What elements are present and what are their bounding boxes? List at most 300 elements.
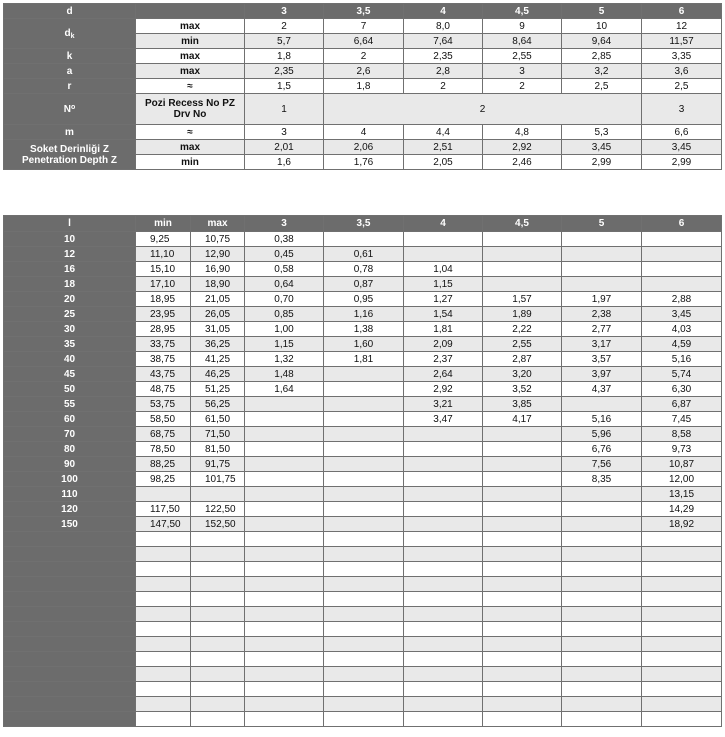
k-cell: 2,55 bbox=[483, 49, 562, 64]
weight-cell: 1,97 bbox=[562, 292, 642, 307]
length-max-cell bbox=[191, 652, 245, 667]
weight-cell bbox=[324, 232, 404, 247]
weight-cell bbox=[245, 397, 324, 412]
length-label: 70 bbox=[4, 427, 136, 442]
length-max-cell: 26,05 bbox=[191, 307, 245, 322]
table-row bbox=[4, 472, 722, 487]
length-min-cell: 18,95 bbox=[136, 292, 191, 307]
weight-cell bbox=[483, 262, 562, 277]
weight-cell bbox=[245, 607, 324, 622]
weight-cell bbox=[562, 487, 642, 502]
length-label bbox=[4, 607, 136, 622]
weight-cell bbox=[642, 262, 722, 277]
weight-cell: 0,64 bbox=[245, 277, 324, 292]
weight-cell bbox=[642, 622, 722, 637]
weight-cell bbox=[483, 517, 562, 532]
length-label bbox=[4, 532, 136, 547]
table-row bbox=[4, 292, 722, 307]
size-header: 4 bbox=[404, 4, 483, 19]
socket-max-cell: 2,06 bbox=[324, 140, 404, 155]
length-min-cell: 17,10 bbox=[136, 277, 191, 292]
weight-cell bbox=[562, 622, 642, 637]
dk-max-cell: 12 bbox=[642, 19, 722, 34]
size-header: 3 bbox=[245, 4, 324, 19]
table-row bbox=[4, 442, 722, 457]
length-min-cell bbox=[136, 577, 191, 592]
weight-cell bbox=[245, 592, 324, 607]
weight-cell: 1,81 bbox=[404, 322, 483, 337]
socket-max-cell: 3,45 bbox=[562, 140, 642, 155]
weight-cell bbox=[404, 637, 483, 652]
weight-cell: 3,52 bbox=[483, 382, 562, 397]
length-label: 25 bbox=[4, 307, 136, 322]
weight-cell bbox=[483, 577, 562, 592]
length-min-cell bbox=[136, 667, 191, 682]
weight-cell bbox=[483, 472, 562, 487]
weight-cell bbox=[642, 697, 722, 712]
weight-cell: 6,30 bbox=[642, 382, 722, 397]
length-label: 35 bbox=[4, 337, 136, 352]
weight-cell bbox=[562, 562, 642, 577]
weight-cell bbox=[642, 682, 722, 697]
length-max-cell: 81,50 bbox=[191, 442, 245, 457]
recess-no-sub: Pozi Recess No PZ Drv No bbox=[136, 94, 245, 125]
table-row bbox=[4, 337, 722, 352]
weight-cell: 5,74 bbox=[642, 367, 722, 382]
dk-max-cell: 8,0 bbox=[404, 19, 483, 34]
length-label: 40 bbox=[4, 352, 136, 367]
r-approx-label: ≈ bbox=[136, 79, 245, 94]
size-header: 4 bbox=[404, 216, 483, 232]
length-label bbox=[4, 577, 136, 592]
weight-cell: 3,47 bbox=[404, 412, 483, 427]
length-min-cell bbox=[136, 562, 191, 577]
weight-cell: 1,15 bbox=[245, 337, 324, 352]
weight-cell bbox=[324, 442, 404, 457]
weight-cell bbox=[562, 712, 642, 727]
length-label: 12 bbox=[4, 247, 136, 262]
weight-cell: 0,38 bbox=[245, 232, 324, 247]
weight-cell bbox=[404, 472, 483, 487]
dk-max-cell: 10 bbox=[562, 19, 642, 34]
weight-cell: 5,16 bbox=[562, 412, 642, 427]
weight-cell bbox=[324, 547, 404, 562]
weight-cell bbox=[324, 607, 404, 622]
weight-cell: 7,45 bbox=[642, 412, 722, 427]
weight-cell bbox=[562, 637, 642, 652]
weight-cell: 2,64 bbox=[404, 367, 483, 382]
weight-cell bbox=[483, 427, 562, 442]
dk-min-cell: 7,64 bbox=[404, 34, 483, 49]
size-header: 3,5 bbox=[324, 4, 404, 19]
length-max-cell: 18,90 bbox=[191, 277, 245, 292]
recess-no-cell-merged: 2 bbox=[324, 94, 642, 125]
weight-cell bbox=[324, 382, 404, 397]
weight-cell bbox=[483, 652, 562, 667]
weight-cell bbox=[245, 487, 324, 502]
socket-max-cell: 2,01 bbox=[245, 140, 324, 155]
weight-cell bbox=[404, 247, 483, 262]
length-label bbox=[4, 637, 136, 652]
length-max-cell: 101,75 bbox=[191, 472, 245, 487]
weight-cell bbox=[324, 457, 404, 472]
length-label: 110 bbox=[4, 487, 136, 502]
weight-cell bbox=[404, 547, 483, 562]
socket-max-label: max bbox=[136, 140, 245, 155]
weight-cell: 0,78 bbox=[324, 262, 404, 277]
m-cell: 4 bbox=[324, 125, 404, 140]
weight-cell bbox=[483, 637, 562, 652]
length-min-cell bbox=[136, 652, 191, 667]
a-cell: 3 bbox=[483, 64, 562, 79]
weight-cell: 1,54 bbox=[404, 307, 483, 322]
k-cell: 2,85 bbox=[562, 49, 642, 64]
weight-cell bbox=[245, 712, 324, 727]
weight-cell bbox=[245, 622, 324, 637]
weight-cell bbox=[404, 667, 483, 682]
weight-cell bbox=[483, 607, 562, 622]
length-min-cell: 98,25 bbox=[136, 472, 191, 487]
d-header-sub bbox=[136, 4, 245, 19]
length-label: 18 bbox=[4, 277, 136, 292]
length-label: 20 bbox=[4, 292, 136, 307]
dk-max-cell: 7 bbox=[324, 19, 404, 34]
length-min-cell bbox=[136, 697, 191, 712]
length-min-cell bbox=[136, 712, 191, 727]
weight-cell: 10,87 bbox=[642, 457, 722, 472]
weight-cell bbox=[642, 577, 722, 592]
length-max-cell bbox=[191, 622, 245, 637]
weight-cell bbox=[483, 622, 562, 637]
a-cell: 2,8 bbox=[404, 64, 483, 79]
length-label: 16 bbox=[4, 262, 136, 277]
r-cell: 2,5 bbox=[562, 79, 642, 94]
weight-cell bbox=[245, 682, 324, 697]
recess-no-cell: 3 bbox=[642, 94, 722, 125]
table-row bbox=[4, 397, 722, 412]
table-row bbox=[4, 712, 722, 727]
weight-cell bbox=[483, 277, 562, 292]
weight-cell bbox=[245, 652, 324, 667]
socket-min-cell: 1,6 bbox=[245, 155, 324, 170]
length-weight-table bbox=[3, 215, 722, 727]
length-min-cell: 15,10 bbox=[136, 262, 191, 277]
table-row bbox=[4, 247, 722, 262]
length-max-cell bbox=[191, 562, 245, 577]
weight-cell: 0,45 bbox=[245, 247, 324, 262]
weight-cell: 4,03 bbox=[642, 322, 722, 337]
length-min-cell: 48,75 bbox=[136, 382, 191, 397]
weight-cell: 3,17 bbox=[562, 337, 642, 352]
l-header: l bbox=[4, 216, 136, 232]
size-header: 5 bbox=[562, 216, 642, 232]
table-row bbox=[4, 262, 722, 277]
weight-cell bbox=[324, 562, 404, 577]
weight-cell bbox=[642, 592, 722, 607]
weight-cell bbox=[245, 547, 324, 562]
weight-cell: 6,76 bbox=[562, 442, 642, 457]
length-max-cell: 36,25 bbox=[191, 337, 245, 352]
weight-cell: 2,92 bbox=[404, 382, 483, 397]
weight-cell bbox=[642, 667, 722, 682]
k-cell: 1,8 bbox=[245, 49, 324, 64]
weight-cell bbox=[324, 532, 404, 547]
weight-cell bbox=[483, 667, 562, 682]
table-row bbox=[4, 352, 722, 367]
length-min-cell bbox=[136, 682, 191, 697]
dk-min-cell: 9,64 bbox=[562, 34, 642, 49]
table-row bbox=[4, 577, 722, 592]
length-max-cell: 16,90 bbox=[191, 262, 245, 277]
length-min-cell: 9,25 bbox=[136, 232, 191, 247]
dk-min-cell: 5,7 bbox=[245, 34, 324, 49]
weight-cell bbox=[642, 562, 722, 577]
weight-cell bbox=[642, 712, 722, 727]
length-max-cell bbox=[191, 637, 245, 652]
weight-cell: 3,57 bbox=[562, 352, 642, 367]
length-min-cell bbox=[136, 592, 191, 607]
weight-cell bbox=[483, 682, 562, 697]
weight-cell: 2,88 bbox=[642, 292, 722, 307]
weight-cell bbox=[324, 637, 404, 652]
size-header: 6 bbox=[642, 216, 722, 232]
min-header: min bbox=[136, 216, 191, 232]
weight-cell: 1,81 bbox=[324, 352, 404, 367]
weight-cell: 0,58 bbox=[245, 262, 324, 277]
length-label bbox=[4, 697, 136, 712]
weight-cell bbox=[324, 592, 404, 607]
length-max-cell bbox=[191, 712, 245, 727]
r-cell: 1,5 bbox=[245, 79, 324, 94]
length-max-cell: 31,05 bbox=[191, 322, 245, 337]
weight-cell: 2,09 bbox=[404, 337, 483, 352]
weight-cell bbox=[562, 697, 642, 712]
length-label bbox=[4, 712, 136, 727]
length-min-cell: 53,75 bbox=[136, 397, 191, 412]
weight-cell: 2,22 bbox=[483, 322, 562, 337]
weight-cell: 3,20 bbox=[483, 367, 562, 382]
a-max-label: max bbox=[136, 64, 245, 79]
size-header: 3,5 bbox=[324, 216, 404, 232]
length-max-cell: 56,25 bbox=[191, 397, 245, 412]
weight-cell bbox=[642, 637, 722, 652]
weight-cell: 1,15 bbox=[404, 277, 483, 292]
weight-cell bbox=[642, 532, 722, 547]
length-label: 100 bbox=[4, 472, 136, 487]
weight-cell bbox=[324, 502, 404, 517]
table-row bbox=[4, 547, 722, 562]
table-row bbox=[4, 457, 722, 472]
weight-cell bbox=[562, 577, 642, 592]
weight-cell: 18,92 bbox=[642, 517, 722, 532]
table-row bbox=[4, 412, 722, 427]
length-min-cell bbox=[136, 532, 191, 547]
weight-cell bbox=[562, 262, 642, 277]
socket-min-cell: 2,46 bbox=[483, 155, 562, 170]
length-max-cell: 46,25 bbox=[191, 367, 245, 382]
table-row bbox=[4, 667, 722, 682]
dk-min-cell: 8,64 bbox=[483, 34, 562, 49]
weight-cell bbox=[245, 637, 324, 652]
weight-cell bbox=[562, 277, 642, 292]
weight-cell: 1,38 bbox=[324, 322, 404, 337]
weight-cell bbox=[404, 607, 483, 622]
length-label bbox=[4, 682, 136, 697]
length-weight-rows bbox=[4, 232, 722, 727]
table-row bbox=[4, 232, 722, 247]
length-label: 50 bbox=[4, 382, 136, 397]
weight-cell bbox=[562, 532, 642, 547]
weight-cell bbox=[483, 247, 562, 262]
weight-cell bbox=[404, 457, 483, 472]
size-header: 4,5 bbox=[483, 4, 562, 19]
length-max-cell bbox=[191, 532, 245, 547]
weight-cell bbox=[404, 442, 483, 457]
length-min-cell bbox=[136, 547, 191, 562]
weight-cell bbox=[245, 457, 324, 472]
length-max-cell: 152,50 bbox=[191, 517, 245, 532]
k-label: k bbox=[4, 49, 136, 64]
length-label: 55 bbox=[4, 397, 136, 412]
table-row bbox=[4, 652, 722, 667]
weight-cell: 0,95 bbox=[324, 292, 404, 307]
weight-cell bbox=[324, 577, 404, 592]
a-cell: 3,6 bbox=[642, 64, 722, 79]
table-row bbox=[4, 637, 722, 652]
r-cell: 2 bbox=[483, 79, 562, 94]
m-cell: 4,4 bbox=[404, 125, 483, 140]
r-cell: 1,8 bbox=[324, 79, 404, 94]
m-cell: 4,8 bbox=[483, 125, 562, 140]
length-max-cell: 10,75 bbox=[191, 232, 245, 247]
weight-cell bbox=[245, 697, 324, 712]
weight-cell bbox=[245, 502, 324, 517]
r-label: r bbox=[4, 79, 136, 94]
length-min-cell: 28,95 bbox=[136, 322, 191, 337]
d-header: d bbox=[4, 4, 136, 19]
weight-cell bbox=[324, 397, 404, 412]
dk-min-cell: 6,64 bbox=[324, 34, 404, 49]
length-label bbox=[4, 547, 136, 562]
length-max-cell: 21,05 bbox=[191, 292, 245, 307]
length-min-cell: 88,25 bbox=[136, 457, 191, 472]
m-label: m bbox=[4, 125, 136, 140]
size-header: 3 bbox=[245, 216, 324, 232]
weight-cell bbox=[324, 697, 404, 712]
length-min-cell: 43,75 bbox=[136, 367, 191, 382]
weight-cell bbox=[562, 652, 642, 667]
weight-cell bbox=[324, 427, 404, 442]
weight-cell bbox=[562, 682, 642, 697]
socket-min-label: min bbox=[136, 155, 245, 170]
table-row bbox=[4, 517, 722, 532]
weight-cell: 0,70 bbox=[245, 292, 324, 307]
weight-cell bbox=[404, 532, 483, 547]
weight-cell bbox=[324, 517, 404, 532]
weight-cell: 2,55 bbox=[483, 337, 562, 352]
length-max-cell bbox=[191, 547, 245, 562]
weight-cell bbox=[404, 562, 483, 577]
weight-cell bbox=[562, 397, 642, 412]
weight-cell bbox=[324, 472, 404, 487]
length-max-cell bbox=[191, 577, 245, 592]
length-min-cell: 58,50 bbox=[136, 412, 191, 427]
weight-cell bbox=[483, 232, 562, 247]
table-row bbox=[4, 277, 722, 292]
weight-cell: 2,87 bbox=[483, 352, 562, 367]
weight-cell: 1,60 bbox=[324, 337, 404, 352]
weight-cell: 3,21 bbox=[404, 397, 483, 412]
weight-cell bbox=[324, 367, 404, 382]
weight-cell bbox=[404, 697, 483, 712]
weight-cell bbox=[642, 277, 722, 292]
table-row bbox=[4, 427, 722, 442]
m-cell: 5,3 bbox=[562, 125, 642, 140]
weight-cell: 6,87 bbox=[642, 397, 722, 412]
weight-cell bbox=[562, 247, 642, 262]
weight-cell: 14,29 bbox=[642, 502, 722, 517]
length-max-cell: 61,50 bbox=[191, 412, 245, 427]
size-header: 5 bbox=[562, 4, 642, 19]
length-max-cell bbox=[191, 682, 245, 697]
weight-cell bbox=[404, 682, 483, 697]
length-min-cell: 147,50 bbox=[136, 517, 191, 532]
weight-cell bbox=[483, 442, 562, 457]
length-max-cell: 122,50 bbox=[191, 502, 245, 517]
length-label bbox=[4, 562, 136, 577]
weight-cell bbox=[642, 547, 722, 562]
weight-cell: 1,16 bbox=[324, 307, 404, 322]
weight-cell bbox=[324, 652, 404, 667]
table-row bbox=[4, 367, 722, 382]
length-max-cell: 12,90 bbox=[191, 247, 245, 262]
weight-cell bbox=[483, 562, 562, 577]
length-min-cell: 38,75 bbox=[136, 352, 191, 367]
weight-cell bbox=[404, 577, 483, 592]
weight-cell bbox=[562, 547, 642, 562]
table-row bbox=[4, 562, 722, 577]
weight-cell: 2,38 bbox=[562, 307, 642, 322]
weight-cell bbox=[245, 442, 324, 457]
weight-cell bbox=[483, 532, 562, 547]
weight-cell bbox=[483, 697, 562, 712]
a-cell: 2,6 bbox=[324, 64, 404, 79]
weight-cell: 3,45 bbox=[642, 307, 722, 322]
weight-cell bbox=[562, 607, 642, 622]
weight-cell bbox=[404, 622, 483, 637]
table-row bbox=[4, 307, 722, 322]
length-label: 90 bbox=[4, 457, 136, 472]
weight-cell bbox=[642, 232, 722, 247]
length-min-cell bbox=[136, 622, 191, 637]
m-approx-label: ≈ bbox=[136, 125, 245, 140]
weight-cell bbox=[404, 652, 483, 667]
weight-cell bbox=[562, 667, 642, 682]
dk-max-cell: 2 bbox=[245, 19, 324, 34]
weight-cell: 8,58 bbox=[642, 427, 722, 442]
length-min-cell: 23,95 bbox=[136, 307, 191, 322]
weight-cell: 1,48 bbox=[245, 367, 324, 382]
length-min-cell: 11,10 bbox=[136, 247, 191, 262]
a-cell: 2,35 bbox=[245, 64, 324, 79]
weight-cell: 1,00 bbox=[245, 322, 324, 337]
weight-cell: 3,97 bbox=[562, 367, 642, 382]
table-row bbox=[4, 487, 722, 502]
weight-cell: 2,37 bbox=[404, 352, 483, 367]
weight-cell bbox=[404, 487, 483, 502]
length-max-cell bbox=[191, 667, 245, 682]
m-cell: 6,6 bbox=[642, 125, 722, 140]
